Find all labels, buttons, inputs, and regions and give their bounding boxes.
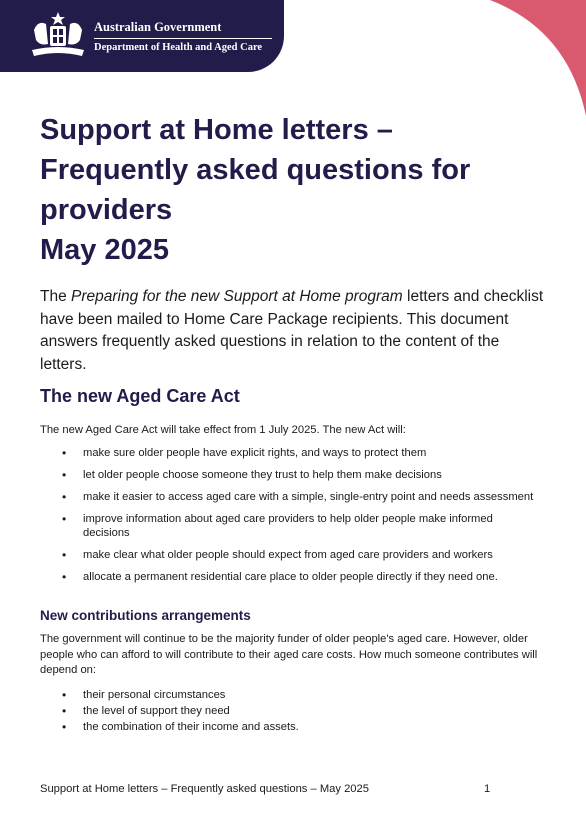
intro-paragraph (40, 286, 550, 376)
title-line: providers (40, 194, 173, 226)
list-item: • improve information about aged care providers to help older people make informed decisions (40, 512, 540, 540)
list-item: • allocate a permanent residential care place to older people directly if they need one. (40, 570, 540, 584)
section-lead: The government will continue to be the majority funder of older people's aged care. However, older people who can afford to will contribute to their aged care costs. How much someone contributes will depend on: (40, 633, 538, 676)
list-item: • make it easier to access aged care with a simple, single-entry point and needs assessment (40, 490, 540, 504)
page-number: 1 (484, 783, 491, 795)
intro-text: The (40, 288, 72, 305)
title-line: Support at Home letters – (40, 114, 393, 146)
section-heading: New contributions arrangements (40, 608, 251, 623)
government-name: Australian Government (94, 20, 222, 34)
coat-of-arms-icon (28, 10, 88, 62)
section-lead: The new Aged Care Act will take effect from 1 July 2025. The new Act will: (40, 424, 406, 436)
header-banner (0, 0, 284, 72)
list-item: • make sure older people have explicit rights, and ways to protect them (40, 446, 540, 460)
footer-text: Support at Home letters – Frequently asked questions – May 2025 (40, 783, 369, 795)
header-divider (94, 38, 272, 39)
program-name: Preparing for the new Support at Home program (71, 288, 403, 305)
list-item: • the combination of their income and assets. (40, 719, 540, 735)
title-date: May 2025 (40, 234, 169, 266)
document-title (40, 110, 550, 270)
title-line: Frequently asked questions for (40, 154, 471, 186)
list-item: • make clear what older people should expect from aged care providers and workers (40, 548, 540, 562)
list-item: • let older people choose someone they trust to help them make decisions (40, 468, 540, 482)
decorative-swoosh (490, 0, 586, 116)
contribution-factors-list (40, 687, 540, 735)
department-name: Department of Health and Aged Care (94, 42, 263, 53)
list-item: • the level of support they need (40, 703, 540, 719)
act-changes-list (40, 446, 540, 592)
list-item: • their personal circumstances (40, 687, 540, 703)
intro-text: letters and checklist have been mailed to Home Care Package recipients. This document answers frequently asked questions in relation to the content of the letters. (40, 288, 544, 373)
section-heading: The new Aged Care Act (40, 386, 240, 406)
